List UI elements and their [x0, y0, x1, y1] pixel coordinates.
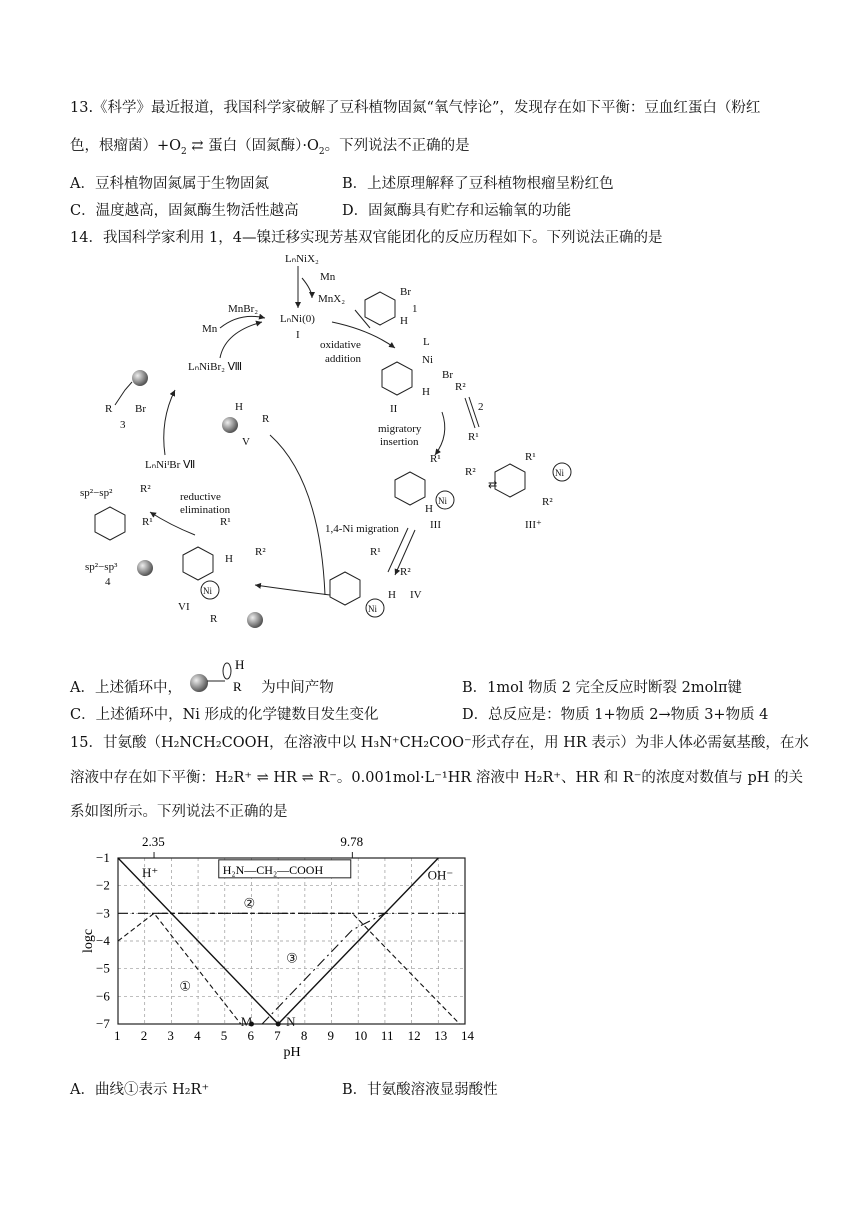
svg-text:Ni: Ni — [438, 496, 447, 506]
curve-2-label: ② — [243, 895, 256, 911]
x-axis-label: pH — [283, 1045, 301, 1060]
svg-text:R¹: R¹ — [430, 453, 441, 465]
y-tick-label: −1 — [96, 850, 110, 865]
svg-text:H: H — [388, 589, 396, 601]
x-tick-label: 9 — [327, 1028, 335, 1043]
y-tick-label: −4 — [96, 933, 110, 948]
svg-text:3: 3 — [120, 419, 126, 431]
x-tick-label: 12 — [407, 1028, 421, 1043]
svg-text:H: H — [235, 401, 243, 413]
x-tick-label: 10 — [354, 1028, 368, 1043]
y-tick-label: −7 — [96, 1016, 110, 1031]
svg-text:R²: R² — [465, 466, 476, 478]
y-tick-label: −5 — [96, 960, 110, 976]
oh-minus-label: OH⁻ — [427, 867, 454, 883]
svg-text:insertion: insertion — [380, 436, 419, 448]
q14-option-d: D．总反应是：物质 1+物质 2→物质 3+物质 4 — [462, 707, 769, 723]
svg-text:H: H — [400, 315, 408, 327]
svg-text:R²: R² — [400, 566, 411, 578]
svg-text:reductive: reductive — [180, 491, 221, 503]
y-axis-label: logc — [81, 928, 96, 953]
svg-text:R¹: R¹ — [220, 516, 231, 528]
x-tick-label: 5 — [220, 1028, 228, 1043]
svg-text:Br: Br — [400, 286, 411, 298]
q15-line3: 系如图所示。下列说法不正确的是 — [70, 804, 288, 820]
q13-option-a: A．豆科植物固氮属于生物固氮 — [70, 176, 269, 192]
x-tick-label: 13 — [434, 1028, 448, 1043]
svg-text:R¹: R¹ — [370, 546, 381, 558]
x-tick-label: 1 — [114, 1028, 121, 1043]
svg-text:H: H — [425, 503, 433, 515]
q13-line2: 色，根瘤菌）$+O_2$ ⇄ 蛋白（固氮酶）$\cdot O_2$。下列说法不正确的是 — [70, 138, 470, 157]
x-tick-label: 3 — [167, 1028, 174, 1043]
q14-option-a: A．上述循环中， H R 为中间产物 — [70, 657, 334, 696]
x-tick-label: 14 — [461, 1028, 474, 1043]
y-tick-label: −6 — [96, 988, 110, 1004]
svg-text:R²: R² — [455, 381, 466, 393]
svg-text:Ni: Ni — [422, 354, 433, 366]
svg-text:L: L — [423, 336, 430, 348]
svg-text:2: 2 — [478, 401, 484, 413]
y-tick-label: −2 — [96, 877, 110, 893]
svg-text:R: R — [262, 413, 270, 425]
svg-text:R: R — [232, 679, 242, 694]
svg-text:Ni: Ni — [368, 604, 377, 614]
svg-text:R: R — [210, 613, 218, 625]
svg-text:4: 4 — [105, 576, 111, 588]
svg-text:R: R — [105, 403, 113, 415]
svg-text:MnBr₂: MnBr₂ — [228, 303, 259, 315]
reaction-mechanism-diagram — [70, 250, 630, 670]
q14-option-c: C．上述循环中，Ni 形成的化学键数目发生变化 — [70, 707, 379, 723]
svg-text:1: 1 — [412, 303, 418, 315]
q13-line1: 13.《科学》最近报道，我国科学家破解了豆科植物固氮“氧气悖论”，发现存在如下平衡：豆血红蛋白（粉红 — [70, 100, 761, 116]
q15-line1: 15．甘氨酸（H₂NCH₂COOH，在溶液中以 H₃N⁺CH₂COO⁻形式存在，用 HR 表示）为非人体必需氨基酸，在水 — [70, 735, 809, 751]
svg-text:oxidative: oxidative — [320, 339, 361, 351]
equilibrium-equation: H₂R⁺ ⇌ HR ⇌ R⁻ — [215, 770, 337, 786]
point-m-label: M — [240, 1014, 253, 1030]
svg-text:II: II — [390, 403, 398, 415]
svg-text:R¹: R¹ — [142, 516, 153, 528]
svg-text:R²: R² — [140, 483, 151, 495]
curve-3-label: ③ — [286, 950, 298, 966]
svg-text:addition: addition — [325, 353, 362, 365]
svg-text:Mn: Mn — [202, 323, 218, 335]
svg-text:III: III — [430, 519, 441, 531]
svg-text:V: V — [242, 436, 250, 448]
label-lnni0: LₙNi(0) — [280, 313, 315, 325]
svg-text:⇄: ⇄ — [488, 479, 498, 491]
top-tick-label: 2.35 — [142, 834, 165, 849]
svg-text:1,4-Ni migration: 1,4-Ni migration — [325, 523, 399, 535]
x-tick-label: 4 — [194, 1028, 201, 1043]
h-plus-label: H⁺ — [142, 864, 159, 880]
q13-option-b: B．上述原理解释了豆科植物根瘤呈粉红色 — [342, 176, 614, 192]
x-tick-label: 8 — [300, 1028, 308, 1043]
svg-text:MnX₂: MnX₂ — [318, 293, 346, 305]
svg-text:H: H — [422, 386, 430, 398]
x-tick-label: 2 — [140, 1028, 148, 1043]
svg-text:VI: VI — [178, 601, 190, 613]
q15-option-b: B．甘氨酸溶液显弱酸性 — [342, 1082, 498, 1098]
svg-text:Br: Br — [442, 369, 453, 381]
svg-text:R¹: R¹ — [525, 451, 536, 463]
svg-text:sp²−sp³: sp²−sp³ — [85, 561, 118, 573]
svg-text:R²: R² — [255, 546, 266, 558]
q14-stem: 14．我国科学家利用 1，4—镍迁移实现芳基双官能团化的反应历程如下。下列说法正确的是 — [70, 230, 663, 246]
svg-text:Ni: Ni — [555, 468, 564, 478]
logc-ph-chart — [80, 772, 500, 1072]
svg-text:migratory: migratory — [378, 423, 422, 435]
svg-text:III⁺: III⁺ — [525, 519, 542, 531]
svg-text:R¹: R¹ — [468, 431, 479, 443]
equilibrium-arrow: ⇄ — [191, 138, 204, 154]
x-tick-label: 11 — [380, 1028, 394, 1043]
curve-1-label: ① — [179, 978, 192, 994]
point-n — [276, 1022, 281, 1027]
svg-text:sp²−sp²: sp²−sp² — [80, 487, 113, 499]
svg-text:LₙNiBr₂ Ⅷ: LₙNiBr₂ Ⅷ — [188, 361, 243, 373]
y-tick-label: −3 — [96, 905, 110, 921]
q13-option-c: C．温度越高，固氮酶生物活性越高 — [70, 203, 299, 219]
svg-text:Ni: Ni — [203, 586, 212, 596]
svg-text:Br: Br — [135, 403, 146, 415]
top-tick-label: 9.78 — [340, 834, 364, 849]
svg-text:R²: R² — [542, 496, 553, 508]
label-lnnix2: LₙNiX₂ — [285, 253, 319, 265]
svg-text:elimination: elimination — [180, 504, 231, 516]
x-tick-label: 6 — [247, 1028, 254, 1043]
x-tick-label: 7 — [274, 1028, 281, 1043]
radical-structure-icon — [187, 657, 257, 697]
svg-text:LₙNiᴵBr Ⅶ: LₙNiᴵBr Ⅶ — [145, 459, 196, 471]
q13-option-d: D．固氮酶具有贮存和运输氧的功能 — [342, 203, 572, 219]
q15-option-a: A．曲线①表示 H₂R⁺ — [70, 1082, 210, 1098]
svg-text:Mn: Mn — [320, 271, 336, 283]
svg-text:H: H — [225, 553, 233, 565]
svg-text:I: I — [296, 329, 300, 341]
point-n-label: N — [286, 1014, 296, 1030]
q14-option-b: B．1mol 物质 2 完全反应时断裂 2molπ键 — [462, 680, 743, 696]
svg-text:H: H — [234, 657, 244, 672]
svg-text:IV: IV — [410, 589, 422, 601]
formula-label: H₂N—CH₂—COOH — [222, 862, 324, 877]
q15-line2: 溶液中存在如下平衡：H₂R⁺ ⇌ HR ⇌ R⁻。0.001mol·L⁻¹HR 溶液中 H₂R⁺、HR 和 R⁻的浓度对数值与 pH 的关 — [70, 770, 804, 786]
